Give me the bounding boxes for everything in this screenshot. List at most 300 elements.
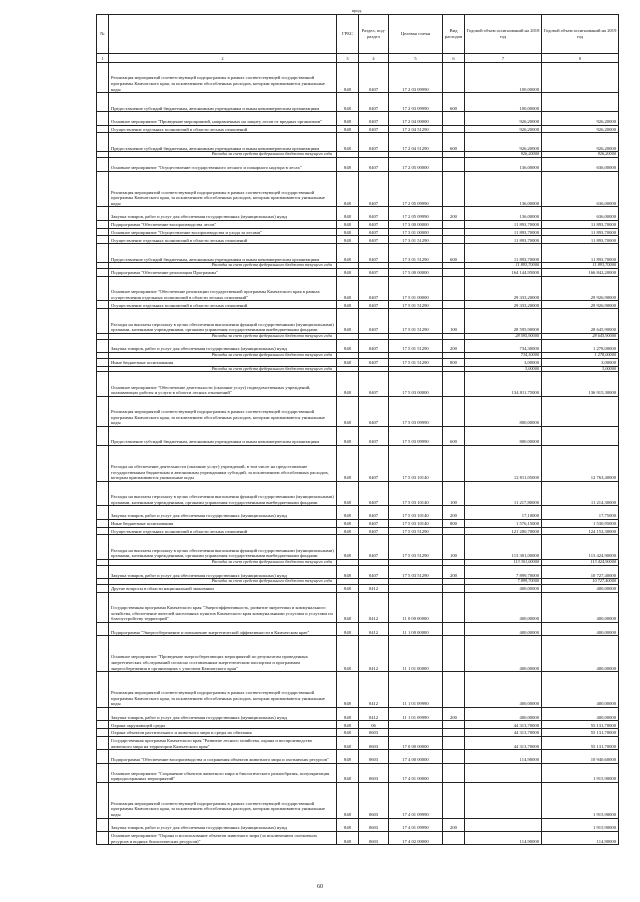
row-expense-type bbox=[443, 721, 465, 729]
row-amount-2019: 400,00000 bbox=[542, 708, 619, 721]
row-amount-2019: 11 893,70000 bbox=[542, 220, 619, 228]
table-row bbox=[97, 535, 619, 560]
row-razdel: 0603 bbox=[359, 736, 389, 749]
row-razdel: 0407 bbox=[359, 207, 389, 220]
row-amount-2018 bbox=[465, 818, 542, 831]
table-row bbox=[97, 585, 619, 593]
row-name: Подпрограмма "Обеспечение воспроизводства лесов" bbox=[109, 220, 337, 228]
row-number bbox=[97, 782, 109, 818]
row-number bbox=[97, 63, 109, 93]
row-amount-2018: 100,00000 bbox=[465, 93, 542, 112]
table-body bbox=[97, 63, 619, 845]
row-razdel: 0407 bbox=[359, 133, 389, 152]
header-razdel: Раздел, под-раздел bbox=[359, 15, 389, 54]
row-number bbox=[97, 220, 109, 228]
row-grbs: 848 bbox=[337, 372, 359, 397]
row-amount-2018: 400,00000 bbox=[465, 623, 542, 636]
row-grbs: 848 bbox=[337, 358, 359, 366]
row-target-article: 17 5 03 51290 bbox=[389, 535, 443, 560]
row-amount-2019: 55 131,70000 bbox=[542, 729, 619, 737]
row-expense-type bbox=[443, 228, 465, 236]
table-row bbox=[97, 763, 619, 782]
row-grbs: 848 bbox=[337, 818, 359, 831]
row-grbs: 848 bbox=[337, 112, 359, 125]
row-target-article: 17 5 03 10140 bbox=[389, 481, 443, 506]
row-amount-2019 bbox=[542, 63, 619, 93]
row-expense-type: 600 bbox=[443, 93, 465, 112]
row-expense-type bbox=[443, 301, 465, 309]
table-row bbox=[97, 750, 619, 763]
row-amount-2018: 29 333,20000 bbox=[465, 276, 542, 301]
row-razdel: 0407 bbox=[359, 125, 389, 133]
row-number bbox=[97, 708, 109, 721]
row-name: Расходы на выплаты персоналу в целях обеспечения выполнения функций государственными (муниципальными) органами, казенными учреждениями, органами управления государственными внебюджетными фондами bbox=[109, 309, 337, 334]
row-amount-2019: 29 926,90000 bbox=[542, 301, 619, 309]
row-grbs: 848 bbox=[337, 63, 359, 93]
row-expense-type bbox=[443, 220, 465, 228]
row-expense-type bbox=[443, 268, 465, 276]
row-razdel: 0407 bbox=[359, 519, 389, 527]
header-expense-type: Вид расходов bbox=[443, 15, 465, 54]
row-amount-2019: 113 424,90000 bbox=[542, 560, 619, 566]
table-row bbox=[97, 309, 619, 334]
row-grbs: 848 bbox=[337, 244, 359, 263]
row-target-article: 17 5 03 10140 bbox=[389, 506, 443, 519]
row-target-article: 17 3 00 00000 bbox=[389, 220, 443, 228]
page-number: 60 bbox=[317, 884, 323, 890]
row-grbs: 848 bbox=[337, 519, 359, 527]
row-amount-2018 bbox=[465, 782, 542, 818]
row-expense-type bbox=[443, 736, 465, 749]
row-name: Расходы за счет средств федерального бюджета текущего года bbox=[109, 366, 337, 372]
header-grbs: ГРБС bbox=[337, 15, 359, 54]
row-number bbox=[97, 125, 109, 133]
row-name: Закупка товаров, работ и услуг для обеспечения государственных (муниципальных) нужд bbox=[109, 565, 337, 578]
row-amount-2018: 11 893,70000 bbox=[465, 220, 542, 228]
row-expense-type: 200 bbox=[443, 818, 465, 831]
row-expense-type bbox=[443, 396, 465, 426]
row-name: Расходы за счет средств федерального бюджета текущего года bbox=[109, 333, 337, 339]
row-razdel: 06 bbox=[359, 721, 389, 729]
row-grbs: 848 bbox=[337, 535, 359, 560]
row-razdel: 0412 bbox=[359, 708, 389, 721]
row-amount-2019: 1 915,90000 bbox=[542, 782, 619, 818]
row-expense-type: 600 bbox=[443, 133, 465, 152]
row-razdel: 0407 bbox=[359, 396, 389, 426]
row-amount-2019: 926,20000 bbox=[542, 133, 619, 152]
row-grbs: 848 bbox=[337, 207, 359, 220]
row-razdel: 0407 bbox=[359, 93, 389, 112]
row-amount-2018: 11 893,70000 bbox=[465, 236, 542, 244]
row-amount-2018: 400,00000 bbox=[465, 585, 542, 593]
row-number bbox=[97, 736, 109, 749]
row-target-article: 17 5 03 09990 bbox=[389, 396, 443, 426]
row-number bbox=[97, 818, 109, 831]
row-amount-2018: 926,20000 bbox=[465, 133, 542, 152]
row-grbs: 848 bbox=[337, 125, 359, 133]
row-amount-2018: 100,00000 bbox=[465, 63, 542, 93]
row-name: Основное мероприятие "Осуществление воспроизводства и ухода за лесами" bbox=[109, 228, 337, 236]
row-name: Подпрограмма "Энергосбережение и повышение энергетической эффективности в Камчатском крае" bbox=[109, 623, 337, 636]
row-number bbox=[97, 481, 109, 506]
row-name: Основное мероприятие "Проведение энергосберегающих мероприятий по результатам проведенных энергетических обследований согласно составленным энергетическим паспортам и программам энергосбережения в организациях с участием Камчатского края" bbox=[109, 636, 337, 672]
row-amount-2019: 1 915,90000 bbox=[542, 818, 619, 831]
row-amount-2019: 113 424,90000 bbox=[542, 535, 619, 560]
row-grbs: 848 bbox=[337, 782, 359, 818]
table-row bbox=[97, 708, 619, 721]
row-amount-2019: 400,00000 bbox=[542, 672, 619, 708]
row-name: Осуществление отдельных полномочий в области лесных отношений bbox=[109, 301, 337, 309]
row-amount-2018: 12 811,05000 bbox=[465, 446, 542, 482]
index-2: 2 bbox=[109, 54, 337, 63]
row-name: Реализация мероприятий соответствующей подпрограммы в рамках соответствующей государственной программы Камчатского края, за исключением обособленных расходов, которым присваиваются уникальные коды bbox=[109, 63, 337, 93]
row-expense-type: 800 bbox=[443, 519, 465, 527]
row-name: Реализация мероприятий соответствующей подпрограммы в рамках соответствующей государственной программы Камчатского края, за исключением обособленных расходов, которым присваиваются уникальные коды bbox=[109, 782, 337, 818]
row-number bbox=[97, 112, 109, 125]
table-row bbox=[97, 736, 619, 749]
row-expense-type bbox=[443, 527, 465, 535]
row-grbs: 848 bbox=[337, 236, 359, 244]
row-expense-type bbox=[443, 171, 465, 207]
row-amount-2018: 17,10000 bbox=[465, 506, 542, 519]
table-row bbox=[97, 93, 619, 112]
row-grbs: 848 bbox=[337, 636, 359, 672]
row-amount-2019: 3,00000 bbox=[542, 358, 619, 366]
row-amount-2019: 11 893,70000 bbox=[542, 236, 619, 244]
row-amount-2018: 3,00000 bbox=[465, 358, 542, 366]
header-name bbox=[109, 15, 337, 54]
row-razdel: 0412 bbox=[359, 592, 389, 622]
row-number bbox=[97, 171, 109, 207]
row-grbs: 848 bbox=[337, 592, 359, 622]
row-razdel: 0407 bbox=[359, 535, 389, 560]
row-target-article: 17 2 04 00000 bbox=[389, 112, 443, 125]
row-target-article: 17 4 01 09990 bbox=[389, 782, 443, 818]
row-amount-2019: 636,00000 bbox=[542, 207, 619, 220]
row-name: Закупка товаров, работ и услуг для обеспечения государственных (муниципальных) нужд bbox=[109, 339, 337, 352]
table-row bbox=[97, 481, 619, 506]
row-amount-2019: 1 530,95000 bbox=[542, 519, 619, 527]
row-name: Основное мероприятие "Осуществление государственного лесного и пожарного надзора в лесах" bbox=[109, 158, 337, 171]
row-name: Осуществление отдельных полномочий в области лесных отношений bbox=[109, 527, 337, 535]
row-grbs: 848 bbox=[337, 672, 359, 708]
row-grbs: 848 bbox=[337, 220, 359, 228]
row-grbs: 848 bbox=[337, 623, 359, 636]
row-expense-type bbox=[443, 112, 465, 125]
row-target-article: 11 1 01 00000 bbox=[389, 636, 443, 672]
row-expense-type: 100 bbox=[443, 309, 465, 334]
row-amount-2018: 11 893,70000 bbox=[465, 263, 542, 269]
index-4: 4 bbox=[359, 54, 389, 63]
row-expense-type bbox=[443, 672, 465, 708]
row-target-article: 17 3 01 51290 bbox=[389, 244, 443, 263]
row-number bbox=[97, 396, 109, 426]
row-amount-2018: 136,00000 bbox=[465, 158, 542, 171]
row-amount-2018: 44 313,70000 bbox=[465, 721, 542, 729]
table-row bbox=[97, 133, 619, 152]
row-razdel: 0407 bbox=[359, 171, 389, 207]
row-amount-2019: 926,20000 bbox=[542, 125, 619, 133]
row-amount-2018: 113 301,00000 bbox=[465, 560, 542, 566]
row-number bbox=[97, 721, 109, 729]
row-grbs: 848 bbox=[337, 481, 359, 506]
table-row bbox=[97, 396, 619, 426]
row-expense-type: 100 bbox=[443, 481, 465, 506]
row-amount-2019: 926,20000 bbox=[542, 152, 619, 158]
row-amount-2019: 11 893,70000 bbox=[542, 263, 619, 269]
row-name: Расходы за счет средств федерального бюджета текущего года bbox=[109, 152, 337, 158]
document-page bbox=[96, 8, 618, 845]
row-amount-2019 bbox=[542, 93, 619, 112]
row-razdel: 0603 bbox=[359, 831, 389, 844]
table-row bbox=[97, 220, 619, 228]
row-target-article bbox=[389, 721, 443, 729]
table-row bbox=[97, 782, 619, 818]
row-amount-2018: 400,00000 bbox=[465, 672, 542, 708]
table-row bbox=[97, 244, 619, 263]
row-number bbox=[97, 527, 109, 535]
row-grbs: 848 bbox=[337, 708, 359, 721]
row-amount-2018: 800,00000 bbox=[465, 427, 542, 446]
row-amount-2018: 11 893,70000 bbox=[465, 244, 542, 263]
row-grbs: 848 bbox=[337, 301, 359, 309]
row-name: Расходы за счет средств федерального бюджета текущего года bbox=[109, 263, 337, 269]
row-number bbox=[97, 565, 109, 578]
row-target-article: 17 3 01 51290 bbox=[389, 236, 443, 244]
row-name: Подпрограмма "Обеспечение реализации Программы" bbox=[109, 268, 337, 276]
row-amount-2018: 11 893,70000 bbox=[465, 228, 542, 236]
row-amount-2018: 926,20000 bbox=[465, 152, 542, 158]
row-razdel: 0407 bbox=[359, 358, 389, 366]
row-number bbox=[97, 750, 109, 763]
row-razdel: 0407 bbox=[359, 372, 389, 397]
row-grbs: 848 bbox=[337, 831, 359, 844]
row-razdel: 0603 bbox=[359, 750, 389, 763]
row-razdel: 0412 bbox=[359, 672, 389, 708]
row-name: Осуществление отдельных полномочий в области лесных отношений bbox=[109, 125, 337, 133]
table-row bbox=[97, 228, 619, 236]
index-1: 1 bbox=[97, 54, 109, 63]
row-grbs: 848 bbox=[337, 446, 359, 482]
row-expense-type bbox=[443, 782, 465, 818]
row-target-article bbox=[389, 585, 443, 593]
row-grbs: 848 bbox=[337, 93, 359, 112]
row-grbs: 848 bbox=[337, 339, 359, 352]
row-grbs: 848 bbox=[337, 309, 359, 334]
row-expense-type bbox=[443, 585, 465, 593]
row-number bbox=[97, 519, 109, 527]
row-target-article: 11 1 01 09990 bbox=[389, 672, 443, 708]
row-target-article: 17 5 03 51290 bbox=[389, 527, 443, 535]
row-name: Закупка товаров, работ и услуг для обеспечения государственных (муниципальных) нужд bbox=[109, 207, 337, 220]
row-amount-2018: 400,00000 bbox=[465, 592, 542, 622]
row-amount-2018: 11 217,80000 bbox=[465, 481, 542, 506]
row-amount-2019: 12 763,40000 bbox=[542, 446, 619, 482]
row-target-article: 17 5 01 00000 bbox=[389, 276, 443, 301]
row-razdel: 0407 bbox=[359, 268, 389, 276]
row-amount-2018 bbox=[465, 763, 542, 782]
row-razdel: 0407 bbox=[359, 527, 389, 535]
table-row bbox=[97, 372, 619, 397]
row-amount-2019: 3,00000 bbox=[542, 366, 619, 372]
row-expense-type bbox=[443, 636, 465, 672]
row-razdel: 0407 bbox=[359, 236, 389, 244]
row-name: Расходы на выплаты персоналу в целях обеспечения выполнения функций государственными (муниципальными) органами, казенными учреждениями, органами управления государственными внебюджетными фондами bbox=[109, 535, 337, 560]
table-row bbox=[97, 427, 619, 446]
row-amount-2018: 136,00000 bbox=[465, 207, 542, 220]
row-grbs: 848 bbox=[337, 721, 359, 729]
row-amount-2018: 136,00000 bbox=[465, 171, 542, 207]
row-amount-2018: 114,90000 bbox=[465, 831, 542, 844]
row-amount-2018: 734,30000 bbox=[465, 339, 542, 352]
row-amount-2019: 17,75000 bbox=[542, 506, 619, 519]
row-amount-2018: 44 313,70000 bbox=[465, 736, 542, 749]
row-expense-type bbox=[443, 592, 465, 622]
row-expense-type bbox=[443, 750, 465, 763]
row-amount-2019: 136 915,30000 bbox=[542, 372, 619, 397]
row-number bbox=[97, 276, 109, 301]
row-razdel: 0407 bbox=[359, 112, 389, 125]
row-target-article: 17 2 04 51290 bbox=[389, 133, 443, 152]
row-expense-type bbox=[443, 831, 465, 844]
index-6: 6 bbox=[443, 54, 465, 63]
row-target-article: 17 5 01 51290 bbox=[389, 309, 443, 334]
row-target-article: 17 4 02 00000 bbox=[389, 831, 443, 844]
row-razdel: 0412 bbox=[359, 585, 389, 593]
row-grbs: 848 bbox=[337, 750, 359, 763]
row-amount-2019: 28 645,90000 bbox=[542, 333, 619, 339]
row-razdel: 0407 bbox=[359, 220, 389, 228]
row-grbs: 848 bbox=[337, 396, 359, 426]
row-name: Закупка товаров, работ и услуг для обеспечения государственных (муниципальных) нужд bbox=[109, 818, 337, 831]
table-row bbox=[97, 592, 619, 622]
row-amount-2019: 166 842,20000 bbox=[542, 268, 619, 276]
row-expense-type: 100 bbox=[443, 535, 465, 560]
row-expense-type: 200 bbox=[443, 708, 465, 721]
row-amount-2019: 55 131,70000 bbox=[542, 736, 619, 749]
row-grbs: 848 bbox=[337, 729, 359, 737]
row-name: Расходы на обеспечение деятельности (оказание услуг) учреждений, в том числе на предоставление государственным бюджетным и автономным учреждениям субсидий, за исключением обособленных расходов, которым присваиваются уникальные коды bbox=[109, 446, 337, 482]
row-name: Предоставление субсидий бюджетным, автономным учреждениям и иным некоммерческим организациям bbox=[109, 93, 337, 112]
row-amount-2019: 55 131,70000 bbox=[542, 721, 619, 729]
row-razdel: 0407 bbox=[359, 446, 389, 482]
row-target-article: 17 5 03 51290 bbox=[389, 565, 443, 578]
row-name: Реализация мероприятий соответствующей подпрограммы в рамках соответствующей государственной программы Камчатского края, за исключением обособленных расходов, которым присваиваются уникальные коды bbox=[109, 396, 337, 426]
row-expense-type bbox=[443, 276, 465, 301]
row-expense-type bbox=[443, 763, 465, 782]
table-row bbox=[97, 301, 619, 309]
row-amount-2019: 29 926,90000 bbox=[542, 276, 619, 301]
row-amount-2018: 113 301,00000 bbox=[465, 535, 542, 560]
row-amount-2019 bbox=[542, 396, 619, 426]
table-row bbox=[97, 358, 619, 366]
row-amount-2018: 29 333,20000 bbox=[465, 301, 542, 309]
table-row bbox=[97, 207, 619, 220]
row-target-article: 17 0 00 00000 bbox=[389, 736, 443, 749]
table-row bbox=[97, 171, 619, 207]
index-7: 7 bbox=[465, 54, 542, 63]
row-razdel: 0407 bbox=[359, 301, 389, 309]
row-amount-2018: 926,20000 bbox=[465, 112, 542, 125]
row-target-article: 17 5 03 10140 bbox=[389, 519, 443, 527]
row-name: Иные бюджетные ассигнования bbox=[109, 358, 337, 366]
table-row bbox=[97, 112, 619, 125]
table-row bbox=[97, 565, 619, 578]
row-expense-type: 800 bbox=[443, 358, 465, 366]
row-number bbox=[97, 592, 109, 622]
table-row bbox=[97, 506, 619, 519]
row-razdel: 0407 bbox=[359, 481, 389, 506]
row-grbs: 848 bbox=[337, 506, 359, 519]
row-name: Другие вопросы в области национальной экономики bbox=[109, 585, 337, 593]
row-amount-2018: 28 595,90000 bbox=[465, 333, 542, 339]
row-amount-2019: 400,00000 bbox=[542, 623, 619, 636]
row-number bbox=[97, 301, 109, 309]
row-amount-2018: 926,20000 bbox=[465, 125, 542, 133]
row-name: Основное мероприятие "Проведение мероприятий, направленных на защиту лесов от вредных организмов" bbox=[109, 112, 337, 125]
index-5: 5 bbox=[389, 54, 443, 63]
row-name: Расходы за счет средств федерального бюджета текущего года bbox=[109, 352, 337, 358]
row-name: Закупка товаров, работ и услуг для обеспечения государственных (муниципальных) нужд bbox=[109, 708, 337, 721]
header-num: № bbox=[97, 15, 109, 54]
row-expense-type: 600 bbox=[443, 427, 465, 446]
row-amount-2019: 10 727,40000 bbox=[542, 579, 619, 585]
table-row bbox=[97, 818, 619, 831]
row-target-article: 17 2 03 09990 bbox=[389, 63, 443, 93]
row-amount-2019: 11 214,30000 bbox=[542, 481, 619, 506]
row-razdel: 0407 bbox=[359, 427, 389, 446]
row-expense-type bbox=[443, 729, 465, 737]
table-row bbox=[97, 236, 619, 244]
row-name: Подпрограмма "Обеспечение воспроизводства и сохранения объектов животного мира и охотничьих ресурсов" bbox=[109, 750, 337, 763]
row-name: Реализация мероприятий соответствующей подпрограммы в рамках соответствующей государственной программы Камчатского края, за исключением обособленных расходов, которым присваиваются уникальные коды bbox=[109, 171, 337, 207]
row-name: Расходы за счет средств федерального бюджета текущего года bbox=[109, 579, 337, 585]
row-grbs: 848 bbox=[337, 276, 359, 301]
row-amount-2019: 400,00000 bbox=[542, 636, 619, 672]
row-name: Предоставление субсидий бюджетным, автономным учреждениям и иным некоммерческим организациям bbox=[109, 244, 337, 263]
row-amount-2019: 926,20000 bbox=[542, 112, 619, 125]
row-expense-type: 200 bbox=[443, 506, 465, 519]
row-name: Предоставление субсидий бюджетным, автономным учреждениям и иным некоммерческим организациям bbox=[109, 427, 337, 446]
row-number bbox=[97, 636, 109, 672]
row-number bbox=[97, 236, 109, 244]
row-amount-2019: 636,00000 bbox=[542, 171, 619, 207]
row-expense-type: 200 bbox=[443, 207, 465, 220]
row-razdel: 0407 bbox=[359, 339, 389, 352]
table-row bbox=[97, 527, 619, 535]
row-number bbox=[97, 831, 109, 844]
row-razdel: 0407 bbox=[359, 244, 389, 263]
header-target-article: Целевая статья bbox=[389, 15, 443, 54]
row-grbs: 848 bbox=[337, 427, 359, 446]
row-name: Предоставление субсидий бюджетным, автономным учреждениям и иным некоммерческим организациям bbox=[109, 133, 337, 152]
row-target-article: 11 1 01 09990 bbox=[389, 708, 443, 721]
row-grbs: 848 bbox=[337, 527, 359, 535]
row-target-article: 17 5 01 51290 bbox=[389, 358, 443, 366]
row-amount-2019: 400,00000 bbox=[542, 585, 619, 593]
row-amount-2019: 1 278,00000 bbox=[542, 339, 619, 352]
table-row bbox=[97, 158, 619, 171]
row-target-article: 17 2 05 09990 bbox=[389, 171, 443, 207]
row-target-article: 17 5 03 00000 bbox=[389, 372, 443, 397]
row-razdel: 0603 bbox=[359, 818, 389, 831]
row-target-article: 17 4 01 00000 bbox=[389, 763, 443, 782]
row-razdel: 0407 bbox=[359, 158, 389, 171]
row-amount-2019: 11 893,70000 bbox=[542, 228, 619, 236]
row-number bbox=[97, 244, 109, 263]
row-target-article: 17 2 03 09990 bbox=[389, 93, 443, 112]
table-row bbox=[97, 729, 619, 737]
